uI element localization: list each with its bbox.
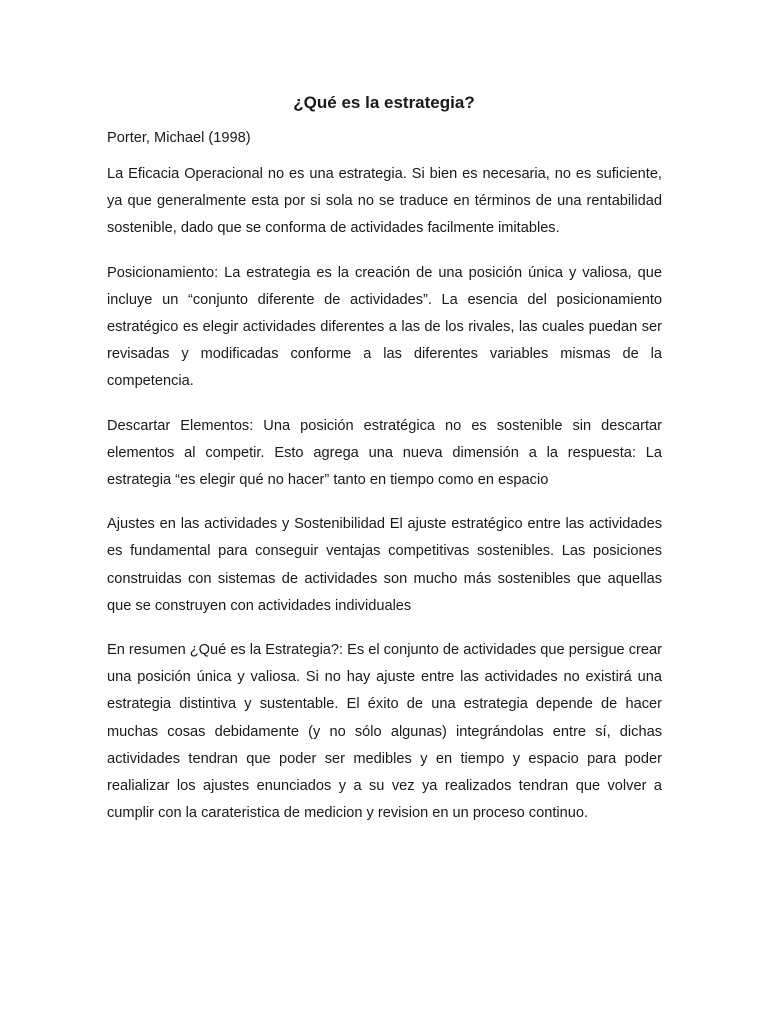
paragraph-ajustes-sostenibilidad: Ajustes en las actividades y Sostenibilidad El ajuste estratégico entre las actividades es fundamental para conseguir ventajas competitivas sostenibles. Las posiciones construidas con sistemas de actividades son mucho más sostenibles que aquellas que se construyen con actividades individuales bbox=[107, 516, 662, 614]
paragraph-resumen: En resumen ¿Qué es la Estrategia?: Es el conjunto de actividades que persigue crear una posición única y valiosa. Si no hay ajuste entre las actividades no existirá una estrategia distintiva y sustentable. El éxito de una estrategia depende de hacer muchas cosas debidamente (y no sólo algunas) integrándolas entre sí, dichas actividades tendran que poder ser medibles y en tiempo y espacio para poder realializar los ajustes enunciados y a su vez ya realizados tendran que volver a cumplir con la carateristica de medicion y revision en un proceso continuo. bbox=[107, 642, 662, 822]
author-citation: Porter, Michael (1998) bbox=[107, 130, 251, 146]
paragraph-posicionamiento: Posicionamiento: La estrategia es la creación de una posición única y valiosa, que incluye un “conjunto diferente de actividades”. La esencia del posicionamiento estratégico es elegir actividades diferentes a las de los rivales, las cuales puedan ser revisadas y modificadas conforme a las diferentes variables mismas de la competencia. bbox=[107, 264, 662, 390]
paragraph-descartar-elementos: Descartar Elementos: Una posición estratégica no es sostenible sin descartar elementos al competir. Esto agrega una nueva dimensión a la respuesta: La estrategia “es elegir qué no hacer” tanto en tiempo como en espacio bbox=[107, 417, 662, 489]
paragraph-eficacia-operacional: La Eficacia Operacional no es una estrategia. Si bien es necesaria, no es suficiente, ya que generalmente esta por si sola no se traduce en términos de una rentabilidad sostenible, dado que se conforma de actividades facilmente imitables. bbox=[107, 166, 662, 237]
page-title: ¿Qué es la estrategia? bbox=[293, 93, 475, 112]
document-body bbox=[107, 161, 662, 844]
